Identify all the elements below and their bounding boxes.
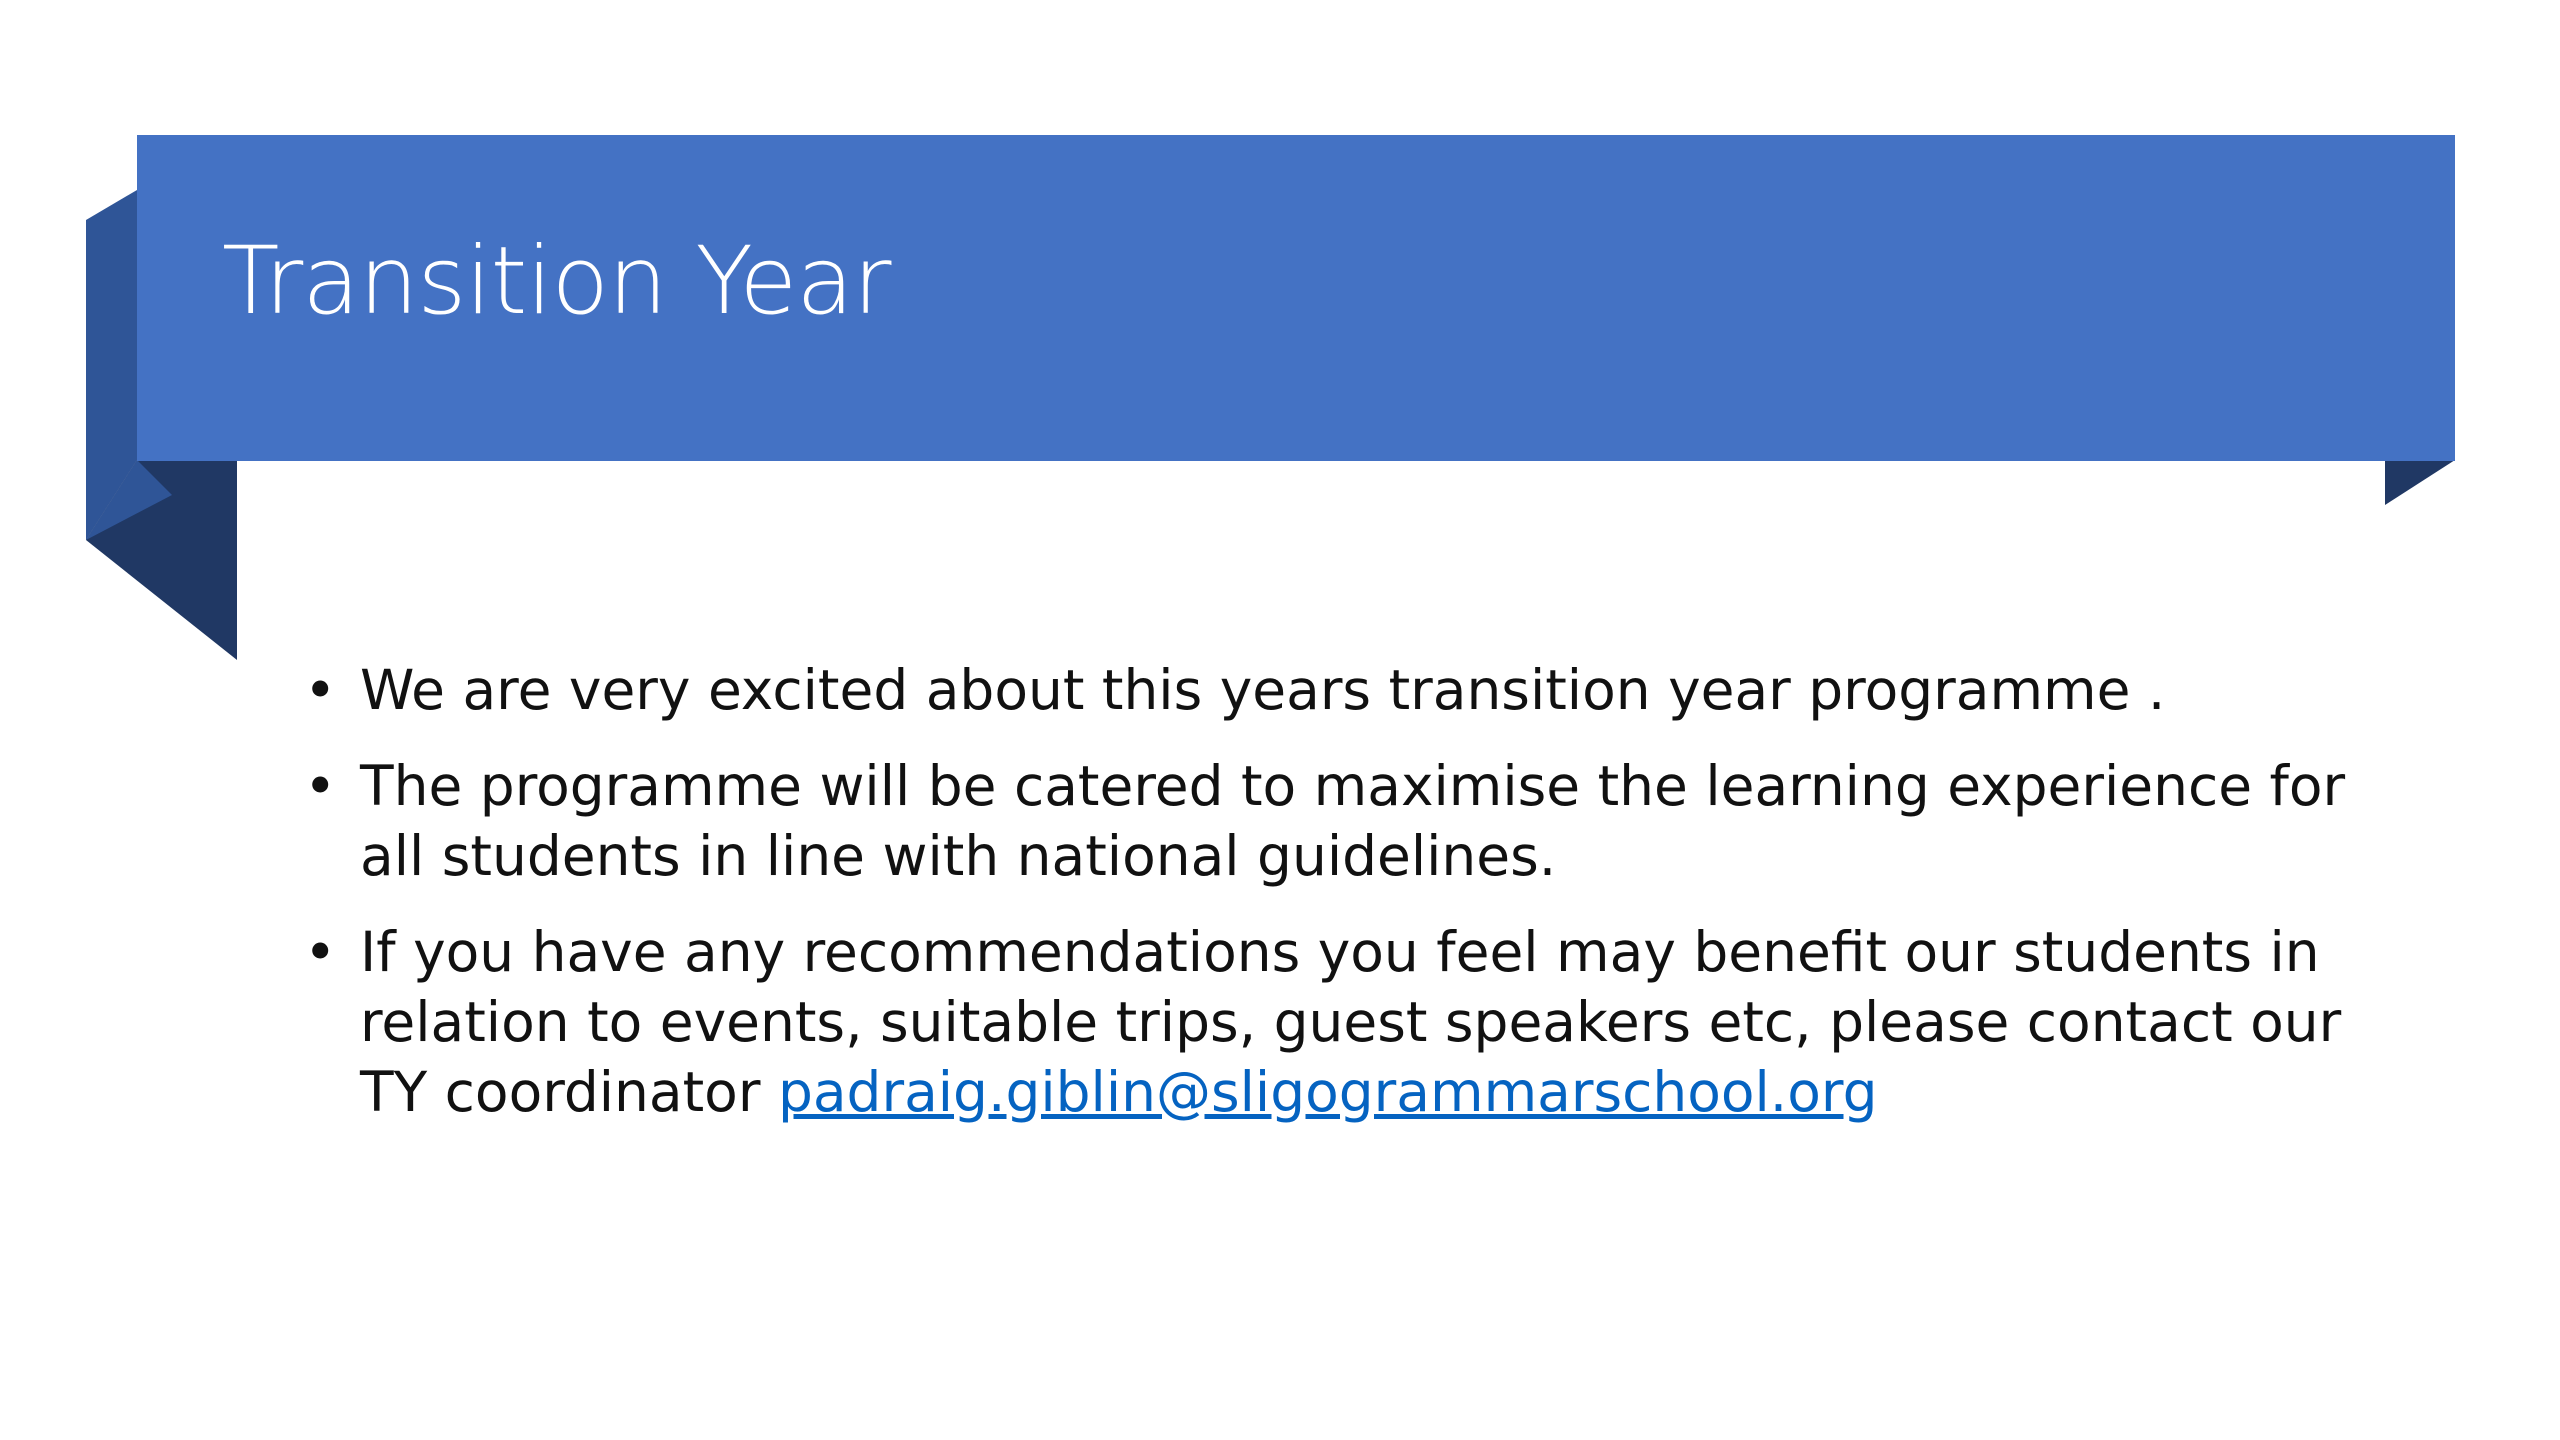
bullet-icon: •	[304, 920, 337, 984]
bullet-text: We are very excited about this years transition year programme .	[360, 658, 2166, 722]
bullet-text: The programme will be catered to maximise the learning experience for all students in line with national guidelines.	[360, 754, 2346, 888]
bullet-icon: •	[304, 658, 337, 722]
slide-title: Transition Year	[222, 227, 891, 336]
bullet-text: If you have any recommendations you feel may benefit our students in relation to events, suitable trips, guest speakers etc, please contact our TY coordinator	[360, 920, 2342, 1124]
bullet-item	[300, 751, 2380, 891]
bullet-item	[300, 655, 2380, 725]
bullet-list	[300, 655, 2380, 1153]
ribbon-right-fold	[2385, 460, 2455, 505]
bullet-icon: •	[304, 754, 337, 818]
coordinator-email-link[interactable]: padraig.giblin@sligogrammarschool.org	[777, 1060, 1878, 1124]
bullet-item	[300, 917, 2380, 1127]
